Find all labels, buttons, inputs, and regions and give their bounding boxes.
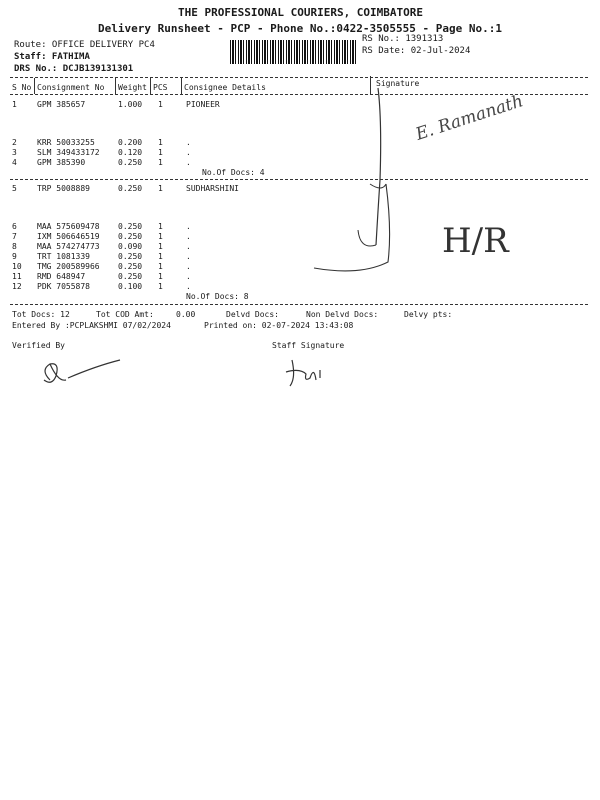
row-consignment: PDK 7055878 [37,282,90,291]
handwritten-marks [300,80,560,290]
group2-doc-count: No.Of Docs: 8 [186,292,249,301]
row-sno: 10 [12,262,22,271]
signature-1: E. Ramanath [413,91,526,145]
col-weight: Weight [118,83,147,92]
row-sno: 11 [12,272,22,281]
signature-2: H/R [442,221,509,261]
row-pcs: 1 [158,272,163,281]
row-sno: 2 [12,138,17,147]
row-sno: 4 [12,158,17,167]
row-pcs: 1 [158,262,163,271]
row-consignee: . [186,242,191,251]
row-consignment: TMG 200589966 [37,262,100,271]
row-weight: 0.120 [118,148,143,157]
row-weight: 0.250 [118,158,143,167]
staff-label: Staff: FATHIMA [14,52,90,62]
row-sno: 7 [12,232,17,241]
row-weight: 0.100 [118,282,143,291]
row-weight: 0.090 [118,242,143,251]
row-sno: 8 [12,242,17,251]
printed-on: Printed on: 02-07-2024 13:43:08 [204,321,354,330]
verified-by-label: Verified By [12,341,65,350]
runsheet-title: Delivery Runsheet - PCP - Phone No.:0422-3505555 - Page No.:1 [98,22,502,35]
row-weight: 0.250 [118,252,143,261]
row-consignment: GPM 385657 [37,100,86,109]
row-consignment: GPM 385390 [37,158,86,167]
row-consignee: . [186,272,191,281]
non-delivered-docs: Non Delvd Docs: [306,310,379,319]
total-docs: Tot Docs: 12 [12,310,70,319]
row-consignee: . [186,158,191,167]
row-consignee: SUDHARSHINI [186,184,239,193]
row-consignee: . [186,232,191,241]
row-consignee: . [186,282,191,291]
row-weight: 0.250 [118,222,143,231]
route-label: Route: OFFICE DELIVERY PC4 [14,40,155,50]
rs-date: RS Date: 02-Jul-2024 [362,46,471,56]
row-pcs: 1 [158,100,163,109]
row-sno: 6 [12,222,17,231]
drs-number: DRS No.: DCJB139131301 [14,64,134,74]
row-consignment: RMD 648947 [37,272,86,281]
row-consignee: . [186,262,191,271]
total-cod-value: 0.00 [176,310,196,319]
entered-by: Entered By :PCPLAKSHMI 07/02/2024 [12,321,171,330]
row-consignment: TRP 5008889 [37,184,90,193]
row-weight: 0.250 [118,184,143,193]
delivery-points: Delvy pts: [404,310,453,319]
row-sno: 3 [12,148,17,157]
company-name: THE PROFESSIONAL COURIERS, COIMBATORE [178,6,424,19]
row-consignment: IXM 506646519 [37,232,100,241]
row-pcs: 1 [158,232,163,241]
row-weight: 1.000 [118,100,143,109]
row-consignee: . [186,222,191,231]
row-consignment: MAA 575609478 [37,222,100,231]
rs-number: RS No.: 1391313 [362,34,444,44]
verified-signature [36,352,126,392]
row-consignee: . [186,138,191,147]
row-pcs: 1 [158,148,163,157]
barcode [230,40,356,64]
row-pcs: 1 [158,222,163,231]
row-sno: 1 [12,100,17,109]
row-consignment: SLM 349433172 [37,148,100,157]
col-signature: Signature [376,79,420,88]
row-consignee: . [186,252,191,261]
row-pcs: 1 [158,282,163,291]
group1-doc-count: No.Of Docs: 4 [202,168,265,177]
staff-signature-label: Staff Signature [272,341,345,350]
row-weight: 0.250 [118,232,143,241]
row-consignment: KRR 50033255 [37,138,95,147]
row-consignee: . [186,148,191,157]
row-weight: 0.200 [118,138,143,147]
row-sno: 5 [12,184,17,193]
row-sno: 9 [12,252,17,261]
col-pcs: PCS [153,83,168,92]
row-consignment: TRT 1081339 [37,252,90,261]
row-consignment: MAA 574274773 [37,242,100,251]
delivered-docs: Delvd Docs: [226,310,279,319]
row-pcs: 1 [158,184,163,193]
col-consignment: Consignment No [37,83,105,92]
row-pcs: 1 [158,138,163,147]
row-weight: 0.250 [118,272,143,281]
row-weight: 0.250 [118,262,143,271]
col-consignee: Consignee Details [184,83,266,92]
row-pcs: 1 [158,158,163,167]
row-pcs: 1 [158,252,163,261]
row-sno: 12 [12,282,22,291]
staff-signature-mark [282,352,332,392]
col-sno: S No [12,83,32,92]
total-cod-label: Tot COD Amt: [96,310,154,319]
row-pcs: 1 [158,242,163,251]
row-consignee: PIONEER [186,100,220,109]
